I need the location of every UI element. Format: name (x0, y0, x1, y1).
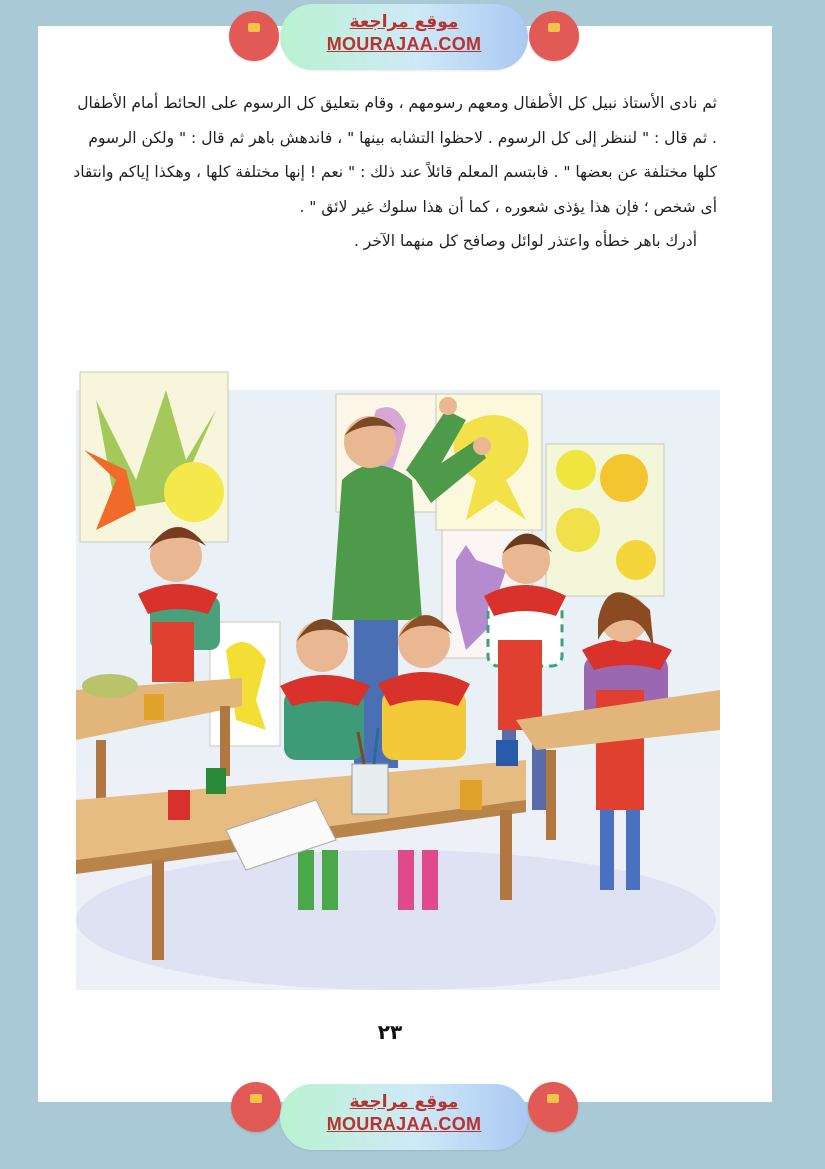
site-logo-top-right[interactable] (529, 11, 579, 61)
site-name-arabic: موقع مراجعة (349, 12, 459, 32)
graduation-cap-icon (248, 23, 260, 32)
site-banner-top[interactable] (280, 4, 528, 70)
site-logo-top-left[interactable] (229, 11, 279, 61)
painting-left-top (80, 372, 228, 542)
painting-yellow-flowers (546, 444, 664, 596)
classroom-illustration (76, 360, 720, 1000)
site-name-arabic: موقع مراجعة (349, 1092, 459, 1112)
story-paragraph-1: ثم نادى الأستاذ نبيل كل الأطفال ومعهم رسومهم ، وقام بتعليق كل الرسوم على الحائط أمام الأطفال . ثم قال : " لننظر إلى كل الرسوم . لاحظوا التشابه بينها " ، فاندهش باهر ثم قال : " ولكن الرسوم كلها مختلفة عن بعضها " . فابتسم المعلم قائلاً عند ذلك : " نعم ! إنها مختلفة كلها ، وهكذا إياكم وانتقاد أى شخص ؛ فإن هذا يؤذى شعوره ، كما أن هذا سلوك غير لائق " . (73, 94, 717, 216)
page-number: ٢٣ (377, 1020, 403, 1044)
story-text (72, 86, 717, 259)
graduation-cap-icon (547, 1094, 559, 1103)
site-name-english[interactable]: MOURAJAA.COM (326, 34, 482, 54)
site-logo-bottom-right[interactable] (528, 1082, 578, 1132)
graduation-cap-icon (250, 1094, 262, 1103)
site-banner-bottom[interactable] (280, 1084, 528, 1150)
site-logo-bottom-left[interactable] (231, 1082, 281, 1132)
site-name-english[interactable]: MOURAJAA.COM (326, 1114, 482, 1134)
graduation-cap-icon (548, 23, 560, 32)
story-paragraph-2: أدرك باهر خطأه واعتذر لوائل وصافح كل منهما الآخر . (353, 232, 697, 250)
